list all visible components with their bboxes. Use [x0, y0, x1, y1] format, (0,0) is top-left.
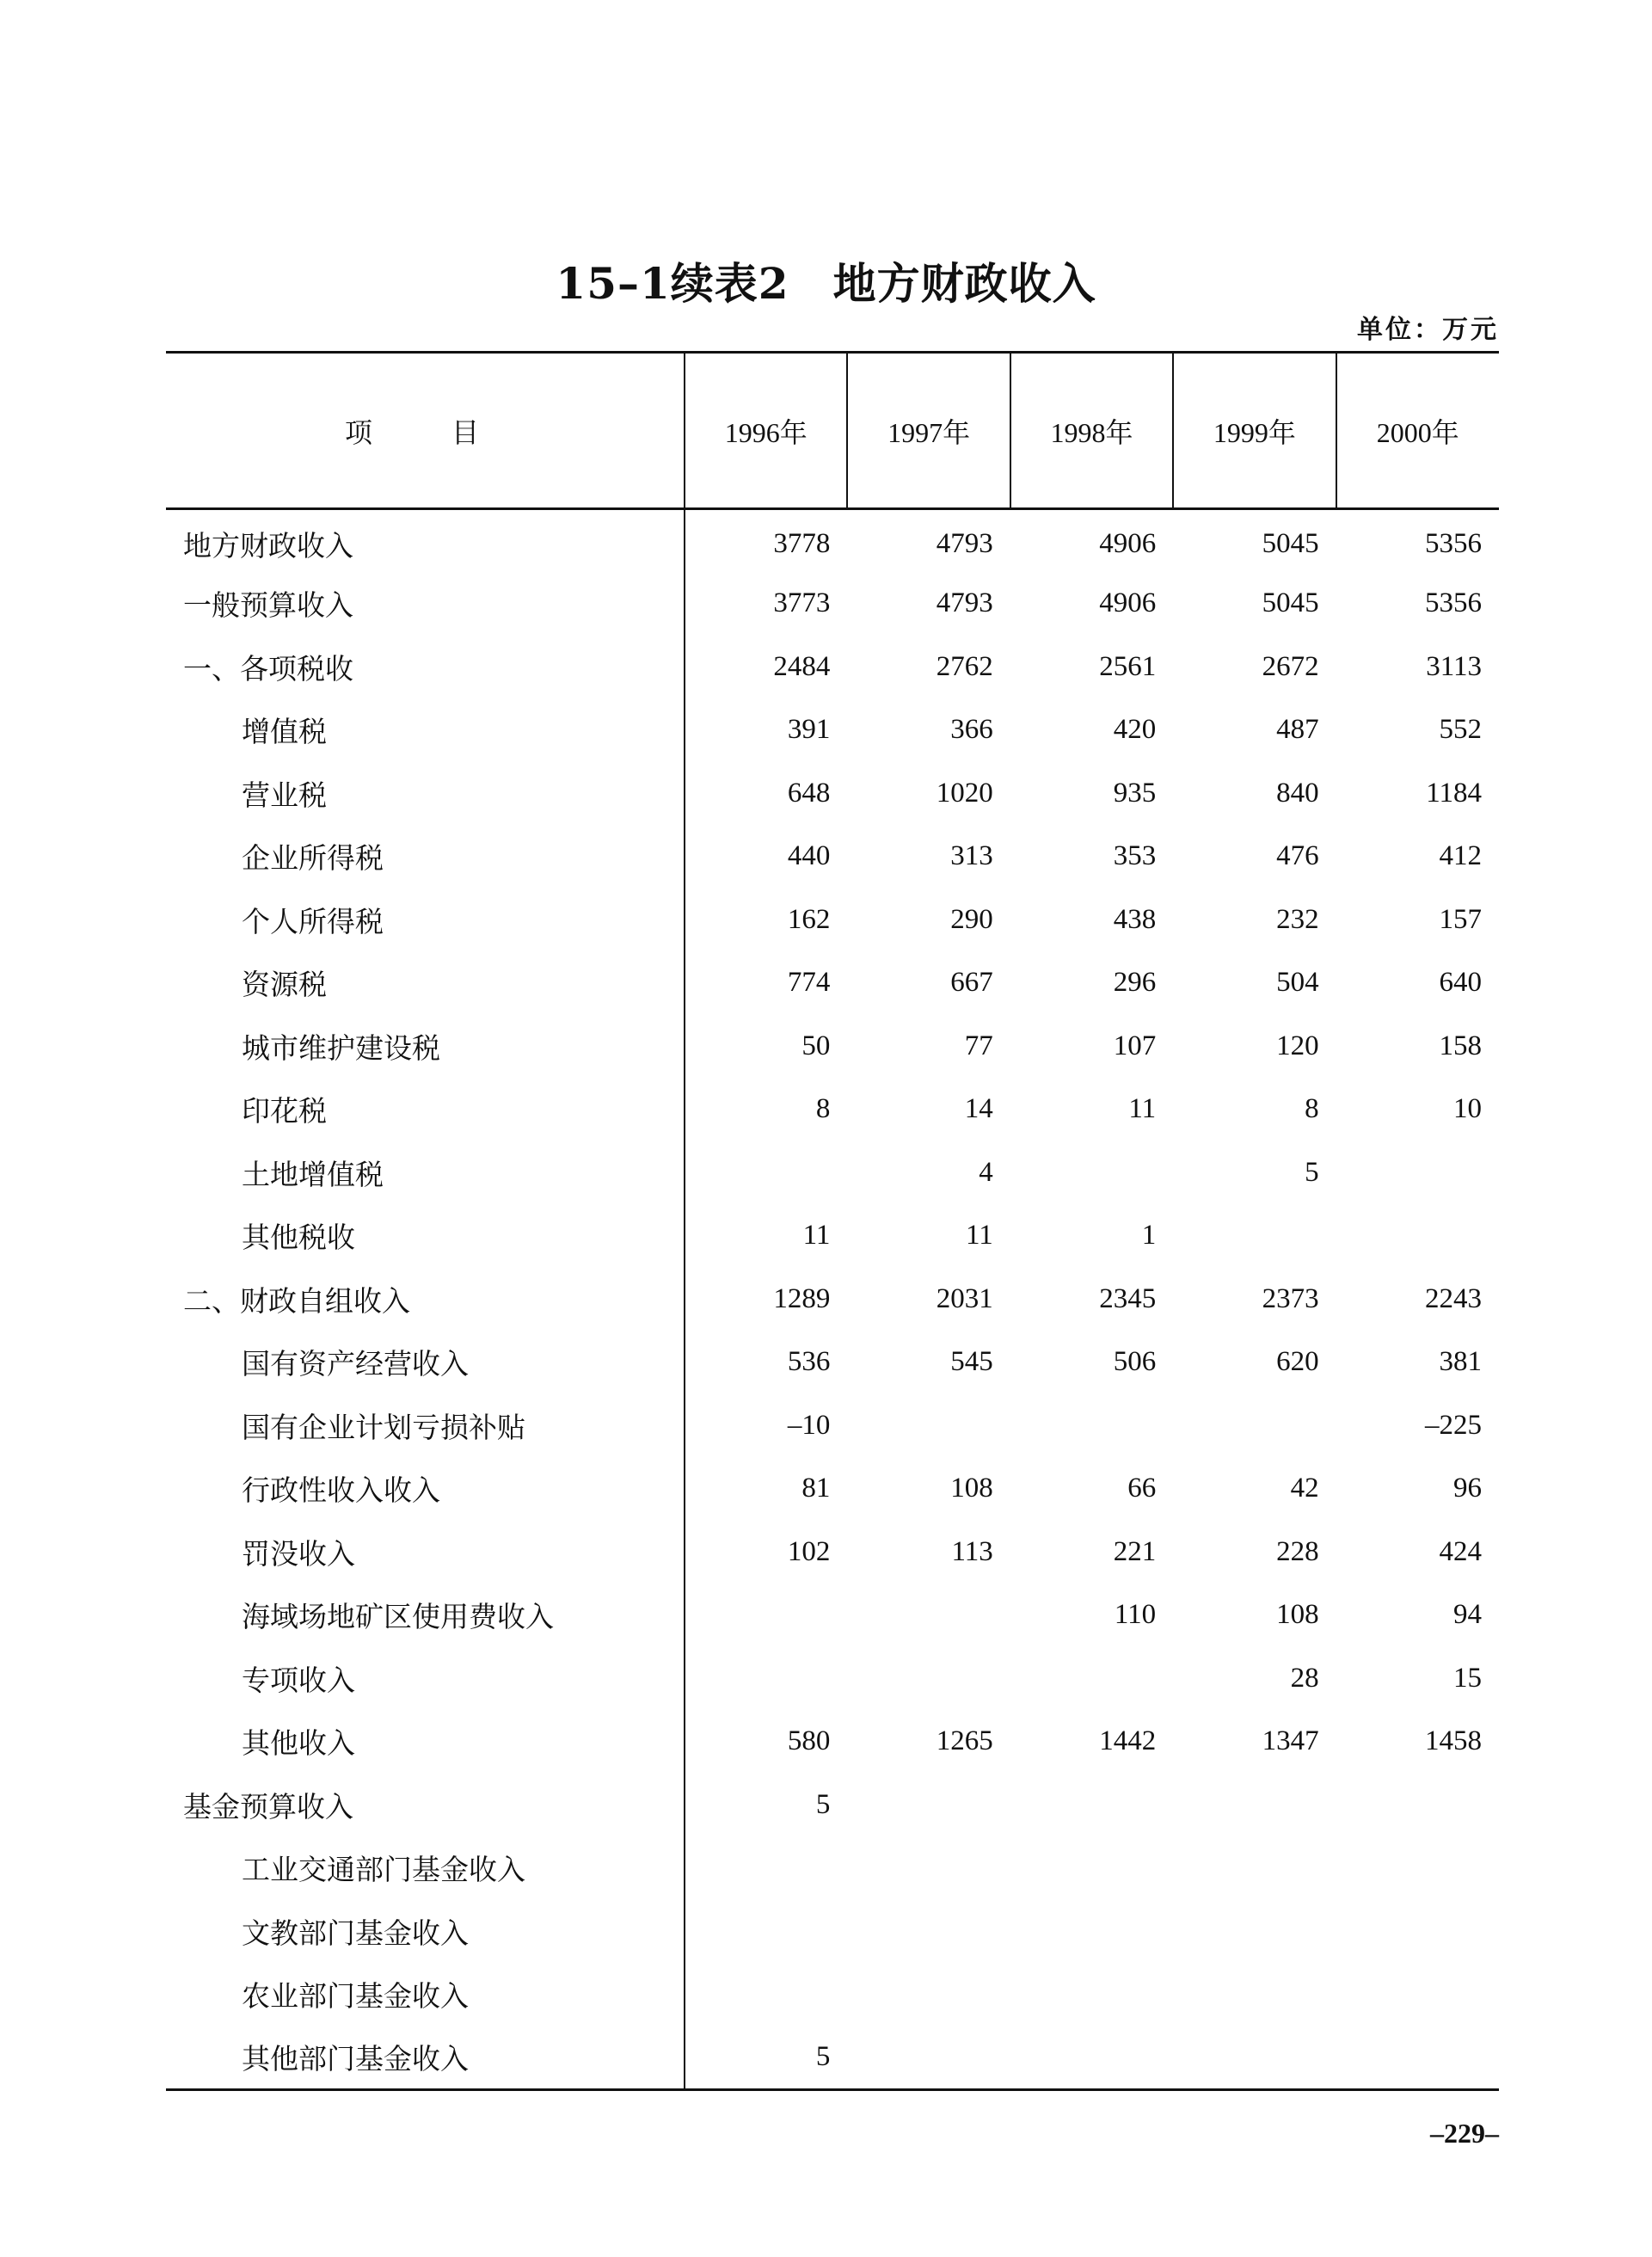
cell-value: 66 [1127, 1473, 1157, 1504]
row-label: 地方财政收入 [166, 509, 685, 573]
table-row [166, 1963, 1499, 2026]
table-row [166, 1015, 1499, 1079]
cell-value: 366 [950, 714, 993, 746]
cell-value [1173, 1774, 1336, 1837]
cell-value [685, 1647, 847, 1711]
cell-value [847, 1900, 1010, 1964]
table-row [166, 762, 1499, 826]
cell-value: 552 [1439, 714, 1482, 746]
cell-value: 5045 [1262, 587, 1319, 619]
cell-value: 77 [964, 1030, 993, 1061]
row-label: 其他部门基金收入 [166, 2026, 685, 2090]
header-year: 1998年 [1010, 353, 1173, 509]
row-label: 资源税 [166, 951, 685, 1015]
cell-value [1173, 1204, 1336, 1268]
revenue-table [166, 351, 1499, 2091]
cell-value: 11 [966, 1220, 993, 1251]
header-year: 1999年 [1173, 353, 1336, 509]
page-title: 15–1续表2 地方财政收入 [556, 258, 1096, 309]
cell-value [1336, 1963, 1499, 2026]
cell-value [1010, 1900, 1173, 1964]
cell-value: 4906 [1099, 527, 1157, 559]
row-label: 二、财政自组收入 [166, 1268, 685, 1331]
cell-value [1336, 1204, 1499, 1268]
cell-value: 504 [1276, 967, 1319, 999]
table-row [166, 1141, 1499, 1205]
table-row [166, 1900, 1499, 1964]
cell-value [847, 2026, 1010, 2090]
row-label: 一般预算收入 [166, 572, 685, 636]
cell-value: 108 [950, 1473, 993, 1504]
unit-label: 单位：万元 [1357, 315, 1499, 345]
cell-value: 1347 [1262, 1725, 1319, 1757]
cell-value: 353 [1113, 840, 1157, 872]
cell-value: 4 [979, 1156, 993, 1188]
cell-value: 1 [1141, 1220, 1157, 1251]
table-row [166, 1394, 1499, 1458]
cell-value: 113 [951, 1535, 993, 1567]
cell-value: 11 [802, 1220, 831, 1251]
cell-value: 424 [1439, 1535, 1482, 1567]
row-label: 国有企业计划亏损补贴 [166, 1394, 685, 1458]
cell-value: 2345 [1099, 1282, 1157, 1314]
cell-value: 313 [950, 840, 993, 872]
table-row [166, 1584, 1499, 1647]
cell-value [685, 1584, 847, 1647]
cell-value [1336, 1774, 1499, 1837]
cell-value: 3778 [773, 527, 831, 559]
cell-value: 15 [1453, 1662, 1482, 1694]
row-label: 城市维护建设税 [166, 1015, 685, 1079]
table-row [166, 2026, 1499, 2090]
cell-value: 4793 [936, 587, 993, 619]
table-row [166, 636, 1499, 699]
cell-value: 438 [1113, 903, 1157, 935]
header-row [166, 353, 1499, 509]
cell-value: 2031 [936, 1282, 993, 1314]
cell-value [1010, 1394, 1173, 1458]
cell-value: 1265 [936, 1725, 993, 1757]
row-label: 一、各项税收 [166, 636, 685, 699]
cell-value: 648 [787, 777, 831, 809]
cell-value: 232 [1276, 903, 1319, 935]
table-row [166, 1521, 1499, 1584]
cell-value [1010, 1141, 1173, 1205]
table-row [166, 698, 1499, 762]
cell-value: 5 [685, 2026, 847, 2090]
page-number: –229– [1430, 2118, 1499, 2149]
cell-value [1173, 1900, 1336, 1964]
cell-value [1173, 1394, 1336, 1458]
cell-value: 162 [787, 903, 831, 935]
cell-value: 935 [1113, 777, 1157, 809]
cell-value: 157 [1439, 903, 1482, 935]
cell-value [1010, 1836, 1173, 1900]
cell-value: 391 [787, 714, 831, 746]
row-label: 基金预算收入 [166, 1774, 685, 1837]
cell-value: 158 [1439, 1030, 1482, 1061]
cell-value: 5356 [1425, 527, 1482, 559]
cell-value: 110 [1114, 1599, 1157, 1631]
cell-value: 381 [1439, 1346, 1482, 1378]
cell-value [1336, 1900, 1499, 1964]
cell-value: 296 [1113, 967, 1157, 999]
cell-value: 1289 [773, 1282, 831, 1314]
cell-value: 620 [1276, 1346, 1319, 1378]
header-year: 1996年 [685, 353, 847, 509]
table-row [166, 1331, 1499, 1394]
cell-value: 228 [1276, 1535, 1319, 1567]
cell-value: 5 [815, 1788, 831, 1820]
cell-value: 11 [1128, 1093, 1157, 1125]
cell-value: 840 [1276, 777, 1319, 809]
row-label: 农业部门基金收入 [166, 1963, 685, 2026]
row-label: 企业所得税 [166, 825, 685, 889]
header-year: 2000年 [1336, 353, 1499, 509]
cell-value: 536 [787, 1346, 831, 1378]
cell-value: 3113 [1426, 650, 1482, 682]
table-row [166, 825, 1499, 889]
cell-value [1173, 2026, 1336, 2090]
cell-value: 2373 [1262, 1282, 1319, 1314]
cell-value: –225 [1425, 1409, 1482, 1441]
table-row [166, 1647, 1499, 1711]
cell-value: 506 [1113, 1346, 1157, 1378]
cell-value: 108 [1276, 1599, 1319, 1631]
cell-value: 107 [1113, 1030, 1157, 1061]
table-row [166, 572, 1499, 636]
cell-value: 221 [1113, 1535, 1157, 1567]
table-row [166, 1774, 1499, 1837]
table-row [166, 889, 1499, 952]
cell-value [685, 1963, 847, 2026]
row-label: 印花税 [166, 1078, 685, 1141]
cell-value: 2762 [936, 650, 993, 682]
cell-value: 96 [1453, 1473, 1482, 1504]
cell-value [847, 1584, 1010, 1647]
header-item: 项 目 [166, 353, 685, 509]
row-label: 国有资产经营收入 [166, 1331, 685, 1394]
cell-value [1010, 2026, 1173, 2090]
row-label: 专项收入 [166, 1647, 685, 1711]
cell-value: 50 [801, 1030, 831, 1061]
cell-value [847, 1963, 1010, 2026]
table-row [166, 1457, 1499, 1521]
cell-value: 1458 [1425, 1725, 1482, 1757]
cell-value: 290 [950, 903, 993, 935]
row-label: 土地增值税 [166, 1141, 685, 1205]
header-year: 1997年 [847, 353, 1010, 509]
cell-value: 487 [1276, 714, 1319, 746]
cell-value [1173, 1836, 1336, 1900]
cell-value: 420 [1113, 714, 1157, 746]
cell-value: 2672 [1262, 650, 1319, 682]
row-label: 海域场地矿区使用费收入 [166, 1584, 685, 1647]
cell-value: 8 [1305, 1093, 1319, 1125]
row-label: 行政性收入收入 [166, 1457, 685, 1521]
cell-value [847, 1836, 1010, 1900]
cell-value: 102 [787, 1535, 831, 1567]
row-label: 增值税 [166, 698, 685, 762]
table-row [166, 1204, 1499, 1268]
table-row [166, 1836, 1499, 1900]
cell-value: 412 [1439, 840, 1482, 872]
cell-value: 2243 [1425, 1282, 1482, 1314]
cell-value [1336, 1141, 1499, 1205]
row-label: 其他收入 [166, 1710, 685, 1774]
cell-value [685, 1141, 847, 1205]
row-label: 文教部门基金收入 [166, 1900, 685, 1964]
cell-value: 5 [1305, 1156, 1319, 1188]
table-body [166, 509, 1499, 2090]
cell-value: 1442 [1099, 1725, 1157, 1757]
cell-value: 4793 [936, 527, 993, 559]
cell-value [847, 1774, 1010, 1837]
row-label: 罚没收入 [166, 1521, 685, 1584]
cell-value: 28 [1290, 1662, 1319, 1694]
cell-value: 3773 [773, 587, 831, 619]
cell-value [847, 1394, 1010, 1458]
cell-value: 5045 [1262, 527, 1319, 559]
cell-value: 774 [787, 967, 831, 999]
cell-value: 580 [787, 1725, 831, 1757]
cell-value: 640 [1439, 967, 1482, 999]
cell-value [1336, 2026, 1499, 2090]
table-row [166, 1078, 1499, 1141]
cell-value: 42 [1290, 1473, 1319, 1504]
cell-value [1010, 1774, 1173, 1837]
cell-value: 5356 [1425, 587, 1482, 619]
cell-value: 14 [964, 1093, 993, 1125]
cell-value [1010, 1647, 1173, 1711]
cell-value: 440 [787, 840, 831, 872]
table-row [166, 1710, 1499, 1774]
row-label: 个人所得税 [166, 889, 685, 952]
cell-value: 1184 [1426, 777, 1482, 809]
cell-value [847, 1647, 1010, 1711]
cell-value [1336, 1836, 1499, 1900]
table-row [166, 1268, 1499, 1331]
row-label: 工业交通部门基金收入 [166, 1836, 685, 1900]
cell-value: 10 [1453, 1093, 1482, 1125]
cell-value: 94 [1453, 1599, 1482, 1631]
cell-value: 2561 [1099, 650, 1157, 682]
cell-value: 476 [1276, 840, 1319, 872]
cell-value: 667 [950, 967, 993, 999]
cell-value: –10 [787, 1409, 831, 1441]
row-label: 营业税 [166, 762, 685, 826]
cell-value: 1020 [936, 777, 993, 809]
cell-value: 4906 [1099, 587, 1157, 619]
cell-value: 120 [1276, 1030, 1319, 1061]
cell-value: 8 [815, 1093, 831, 1125]
cell-value: 2484 [773, 650, 831, 682]
cell-value: 81 [801, 1473, 831, 1504]
cell-value [685, 1836, 847, 1900]
table-row [166, 951, 1499, 1015]
cell-value [1010, 1963, 1173, 2026]
cell-value [1173, 1963, 1336, 2026]
table-row [166, 509, 1499, 573]
cell-value: 545 [950, 1346, 993, 1378]
cell-value [685, 1900, 847, 1964]
row-label: 其他税收 [166, 1204, 685, 1268]
